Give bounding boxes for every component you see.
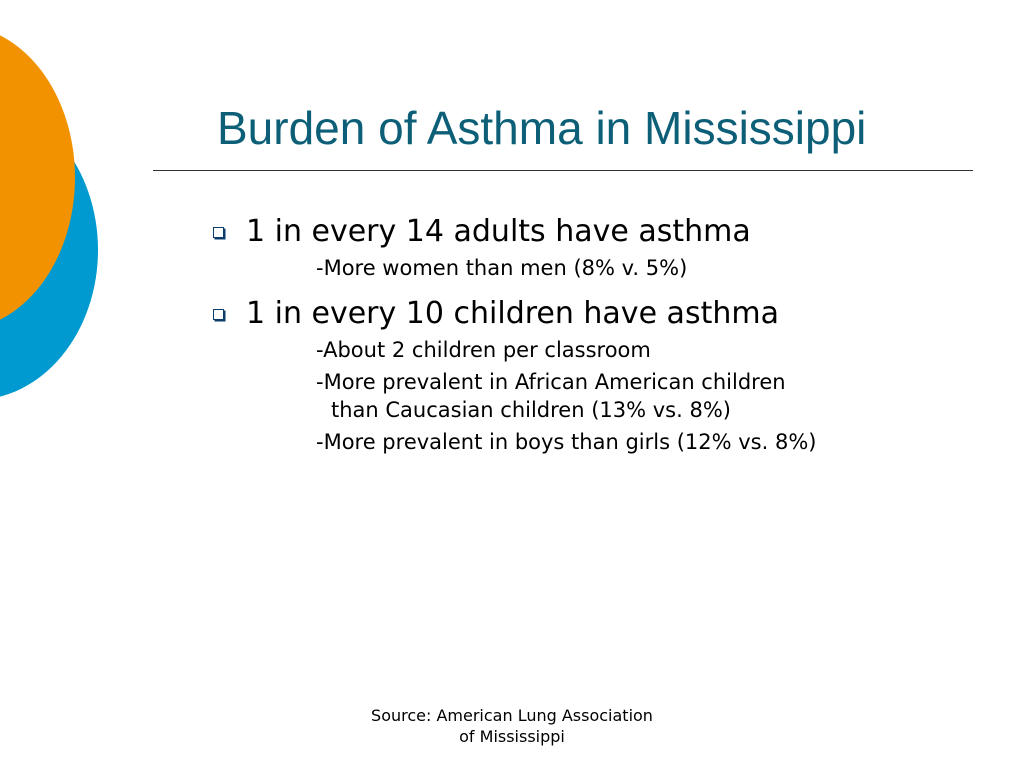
slide-title: Burden of Asthma in Mississippi bbox=[217, 102, 867, 154]
title-divider bbox=[153, 170, 973, 171]
sub-bullet-text: -More prevalent in African American children bbox=[316, 370, 786, 394]
sub-bullet-text: -More prevalent in boys than girls (12% vs. 8%) bbox=[316, 430, 817, 454]
source-line-2: of Mississippi bbox=[459, 727, 565, 746]
sub-bullet-race bbox=[316, 368, 993, 424]
bullet-children bbox=[213, 292, 993, 336]
sub-bullet-classroom bbox=[316, 336, 993, 364]
source-citation bbox=[342, 705, 682, 747]
sub-bullet-text: -About 2 children per classroom bbox=[316, 338, 651, 362]
sub-bullet-text-continued: than Caucasian children (13% vs. 8%) bbox=[331, 398, 731, 422]
bullet-text: 1 in every 10 children have asthma bbox=[246, 296, 779, 331]
bullet-text: 1 in every 14 adults have asthma bbox=[246, 214, 751, 249]
source-line-1: Source: American Lung Association bbox=[371, 706, 653, 725]
checkbox-bullet-icon bbox=[213, 227, 224, 238]
bullet-list bbox=[213, 210, 993, 456]
checkbox-bullet-icon bbox=[213, 309, 224, 320]
sub-bullet-women-men bbox=[316, 254, 993, 282]
sub-bullet-gender bbox=[316, 428, 993, 456]
bullet-adults bbox=[213, 210, 993, 254]
sub-bullet-text: -More women than men (8% v. 5%) bbox=[316, 256, 688, 280]
